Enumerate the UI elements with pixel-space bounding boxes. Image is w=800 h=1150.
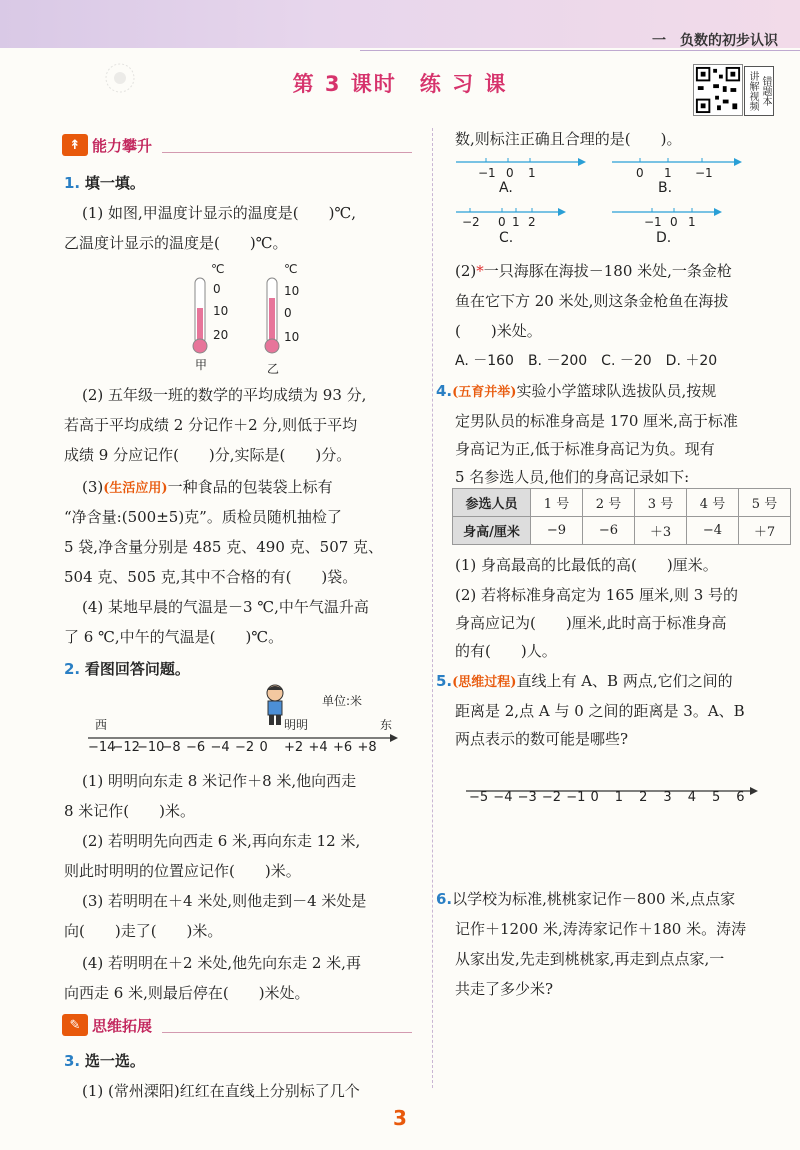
table-cell: −4 (687, 517, 739, 545)
q1-p1a: (1) 如图,甲温度计显示的温度是( )℃, (82, 204, 357, 222)
q3-p1b: 数,则标注正确且合理的是( )。 (455, 130, 682, 148)
q6-d: 共走了多少米? (455, 980, 554, 998)
q6-b: 记作＋1200 米,涛涛家记作＋180 米。涛涛 (455, 920, 747, 938)
section-ability-title: 能力攀升 (92, 136, 153, 155)
thermometer-yi (262, 276, 282, 356)
section-thinking-banner (62, 1012, 412, 1038)
table-cell: ＋3 (635, 517, 687, 545)
q3-p2-prefix: (2) (455, 262, 477, 280)
q4-b: 定男队员的标准身高是 170 厘米,高于标准 (455, 412, 738, 430)
q2-tick-label: −2 (235, 740, 255, 755)
optC-label-1: −2 (462, 215, 480, 229)
thermo-jia-tick-3: 20 (213, 328, 229, 342)
table-cell: 4 号 (687, 489, 739, 517)
q3-heading (64, 1050, 145, 1071)
video-tag[interactable] (744, 66, 774, 116)
q6-a: 以学校为标准,桃桃家记作－800 米,点点家 (452, 890, 736, 908)
optC-label-3: 1 (512, 215, 520, 229)
optB-line (612, 156, 742, 168)
section-thinking-title: 思维拓展 (92, 1016, 153, 1035)
q5-b: 距离是 2,点 A 与 0 之间的距离是 3。A、B (455, 702, 745, 720)
table-cell: 5 号 (739, 489, 791, 517)
q4-d: 5 名参选人员,他们的身高记录如下: (455, 468, 690, 486)
q2-p3b: 向( )走了( )米。 (64, 922, 223, 940)
chapter-title: 一 负数的初步认识 (652, 33, 778, 49)
q2-tick-label: 0 (259, 740, 268, 755)
q4-a: 实验小学篮球队选拔队员,按规 (516, 382, 717, 400)
q2-tick-label: +4 (308, 740, 328, 755)
q2-tick-label: −14 (88, 740, 116, 755)
q2-p2b: 则此时明明的位置应记作( )米。 (64, 862, 301, 880)
q5-a: 直线上有 A、B 两点,它们之间的 (516, 672, 733, 690)
thermo-jia-unit: ℃ (211, 262, 225, 276)
q4-p2c: 的有( )人。 (455, 642, 557, 660)
ability-icon: ↟ (62, 134, 88, 156)
thinking-icon: ✎ (62, 1014, 88, 1036)
q1-p4b: 了 6 ℃,中午的气温是( )℃。 (64, 628, 284, 646)
optC-letter[interactable]: C. (499, 230, 514, 246)
q1-p3a: 一种食品的包装袋上标有 (167, 478, 333, 496)
q2-tick-label: −6 (186, 740, 206, 755)
wrongbook-tag-label: 错题本 (760, 76, 771, 106)
q3-number: 3. (64, 1052, 81, 1070)
table-header-members: 参选人员 (453, 489, 531, 517)
header-bar (0, 0, 800, 48)
optA-label-1: −1 (478, 166, 496, 180)
q4-number: 4. (436, 382, 453, 400)
q4-p1: (1) 身高最高的比最低的高( )厘米。 (455, 556, 718, 574)
optB-label-3: −1 (695, 166, 713, 180)
thermo-yi-unit: ℃ (284, 262, 298, 276)
q2-number: 2. (64, 660, 81, 678)
q1-heading (64, 172, 145, 193)
q3-p2a: 一只海豚在海拔－180 米处,一条金枪 (483, 262, 732, 280)
q5-tick-label: 6 (736, 790, 745, 805)
q2-p4a: (4) 若明明在＋2 米处,他先向东走 2 米,再 (82, 954, 361, 972)
q3-p1a: (1) (常州溧阳)红红在直线上分别标了几个 (82, 1082, 360, 1100)
q5-c: 两点表示的数可能是哪些? (455, 730, 629, 748)
q5-tick-label: −4 (493, 790, 513, 805)
thermometer-jia (190, 276, 210, 356)
table-cell: 1 号 (531, 489, 583, 517)
q5-tick-label: 2 (639, 790, 648, 805)
q3-choices: A. －160 B. －200 C. －20 D. ＋20 (455, 353, 718, 369)
q5-tick-label: −1 (566, 790, 586, 805)
thermo-yi-tick-3: 10 (284, 330, 300, 344)
thermo-jia-tick-2: 10 (213, 304, 229, 318)
q2-tick-label: −10 (137, 740, 165, 755)
column-divider (432, 128, 433, 1088)
optA-letter[interactable]: A. (499, 180, 513, 196)
optD-label-3: 1 (688, 215, 696, 229)
q3-p2-line1 (455, 260, 732, 281)
lesson-title: 第 3 课时 练 习 课 (292, 72, 508, 96)
q5-tag: (思维过程) (452, 675, 517, 690)
q3-title: 选一选。 (84, 1052, 145, 1070)
q1-p1b: 乙温度计显示的温度是( )℃。 (64, 234, 288, 252)
q1-p4a: (4) 某地早晨的气温是－3 ℃,中午气温升高 (82, 598, 369, 616)
optB-label-1: 0 (636, 166, 644, 180)
q4-tag: (五育并举) (452, 385, 517, 400)
optA-line (456, 156, 586, 168)
table-cell: 3 号 (635, 489, 687, 517)
q5-line1 (436, 670, 733, 691)
q5-tick-label: −3 (517, 790, 537, 805)
q1-p3-prefix: (3) (82, 478, 104, 496)
q1-p2c: 成绩 9 分应记作( )分,实际是( )分。 (64, 446, 352, 464)
q3-p2b: 鱼在它下方 20 米处,则这条金枪鱼在海拔 (455, 292, 729, 310)
q2-unit: 单位:米 (322, 694, 363, 708)
table-header-height: 身高/厘米 (453, 517, 531, 545)
q2-tick-label: −8 (161, 740, 181, 755)
optD-label-2: 0 (670, 215, 678, 229)
q1-p3c: 5 袋,净含量分别是 485 克、490 克、507 克、 (64, 538, 384, 556)
q2-west: 西 (95, 718, 108, 732)
q1-number: 1. (64, 174, 81, 192)
section-ability-banner (62, 132, 412, 158)
q2-tick-label: −4 (210, 740, 230, 755)
q4-c: 身高记为正,低于标准身高记为负。现有 (455, 440, 715, 458)
qr-code-icon[interactable] (693, 64, 743, 116)
q1-p3-line1 (82, 476, 333, 497)
optA-label-2: 0 (506, 166, 514, 180)
q1-title: 填一填。 (84, 174, 145, 192)
q1-p2b: 若高于平均成绩 2 分记作＋2 分,则低于平均 (64, 416, 358, 434)
optD-line (612, 206, 722, 218)
q6-number: 6. (436, 890, 453, 908)
q1-p3d: 504 克、505 克,其中不合格的有( )袋。 (64, 568, 358, 586)
q2-p1b: 8 米记作( )米。 (64, 802, 196, 820)
thermo-jia-tick-1: 0 (213, 282, 221, 296)
q6-c: 从家出发,先走到桃桃家,再走到点点家,一 (455, 950, 725, 968)
q2-p3a: (3) 若明明在＋4 米处,则他走到－4 米处是 (82, 892, 367, 910)
q2-east: 东 (380, 718, 393, 732)
q2-title: 看图回答问题。 (84, 660, 190, 678)
table-cell: −9 (531, 517, 583, 545)
q3-p2c: ( )米处。 (455, 322, 542, 340)
q2-tick-label: +6 (333, 740, 353, 755)
optC-label-2: 0 (498, 215, 506, 229)
thermo-yi-tick-2: 0 (284, 306, 292, 320)
optB-letter[interactable]: B. (658, 180, 673, 196)
q4-p2a: (2) 若将标准身高定为 165 厘米,则 3 号的 (455, 586, 739, 604)
heights-table (452, 488, 791, 545)
thermo-yi-tick-1: 10 (284, 284, 300, 298)
q2-p1a: (1) 明明向东走 8 米记作＋8 米,他向西走 (82, 772, 357, 790)
q2-tick-label: +2 (284, 740, 304, 755)
q5-tick-label: 5 (712, 790, 721, 805)
q5-number: 5. (436, 672, 453, 690)
q1-p3-tag: (生活应用) (103, 481, 168, 496)
optB-label-2: 1 (664, 166, 672, 180)
q4-p2b: 身高应记为( )厘米,此时高于标准身高 (455, 614, 727, 632)
q5-tick-label: 4 (687, 790, 696, 805)
q2-person-label: 明明 (284, 718, 309, 732)
q2-tick-label: +8 (357, 740, 377, 755)
q2-heading (64, 658, 190, 679)
q5-tick-label: 3 (663, 790, 672, 805)
optC-label-4: 2 (528, 215, 536, 229)
q3-p2-star: * (476, 262, 484, 280)
optA-label-3: 1 (528, 166, 536, 180)
q5-tick-label: 1 (614, 790, 624, 805)
q4-line1 (436, 380, 716, 401)
table-cell: −6 (583, 517, 635, 545)
page-number: 3 (393, 1106, 407, 1130)
table-cell: ＋7 (739, 517, 791, 545)
q6-line1 (436, 888, 735, 909)
thermo-jia-label: 甲 (195, 358, 208, 372)
table-cell: 2 号 (583, 489, 635, 517)
thermo-yi-label: 乙 (267, 362, 280, 376)
q5-tick-label: −5 (469, 790, 489, 805)
q1-p2a: (2) 五年级一班的数学的平均成绩为 93 分, (82, 386, 367, 404)
optD-label-1: −1 (644, 215, 662, 229)
q2-tick-label: −12 (112, 740, 140, 755)
q2-p4b: 向西走 6 米,则最后停在( )米处。 (64, 984, 310, 1002)
q2-p2a: (2) 若明明先向西走 6 米,再向东走 12 米, (82, 832, 361, 850)
q5-tick-label: −2 (541, 790, 562, 805)
header-divider (360, 50, 800, 51)
q5-tick-label: 0 (590, 790, 599, 805)
table-row (453, 489, 791, 517)
video-tag-label: 讲解视频 (747, 71, 758, 111)
table-row (453, 517, 791, 545)
optD-letter[interactable]: D. (656, 230, 672, 246)
q1-p3b: “净含量:(500±5)克”。质检员随机抽检了 (64, 508, 342, 526)
